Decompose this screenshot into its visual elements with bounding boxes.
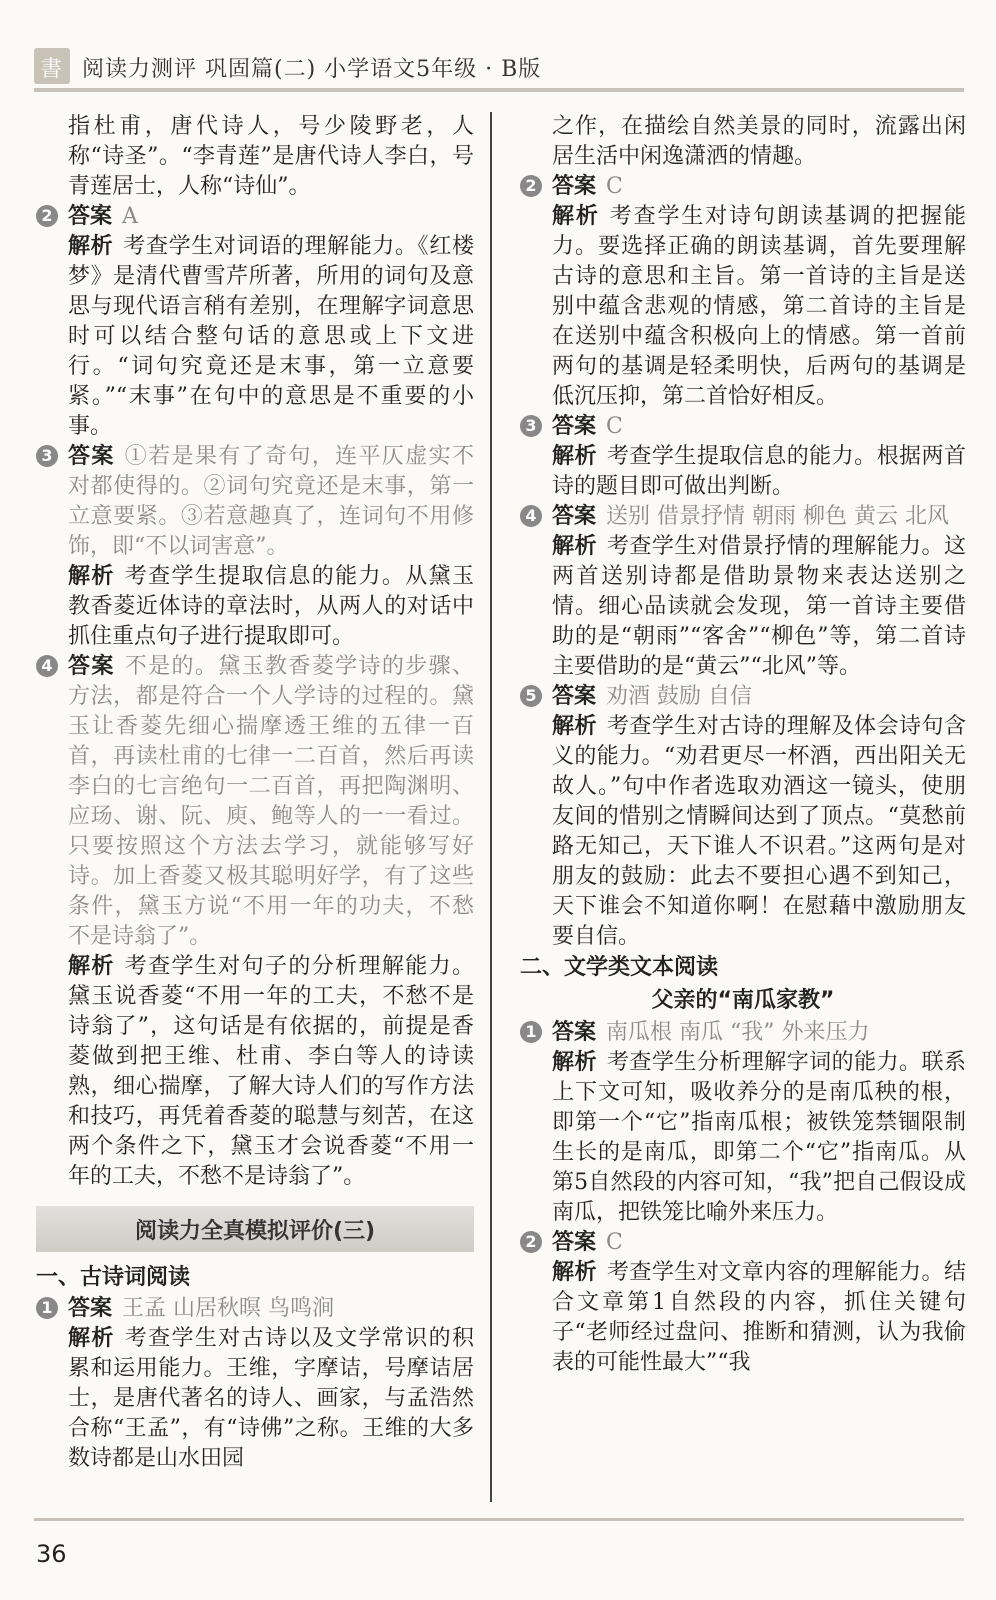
section1-question-1 bbox=[36, 1294, 474, 1474]
answer-text: A bbox=[122, 204, 138, 229]
section-heading: 二、文学类文本阅读 bbox=[520, 955, 719, 980]
analysis-label: 解析 bbox=[68, 564, 115, 589]
answer-label: 答案 bbox=[552, 684, 597, 709]
column-divider bbox=[490, 112, 492, 1502]
analysis-label: 解析 bbox=[552, 204, 600, 229]
answer-text: 南瓜根 南瓜 “我” 外来压力 bbox=[606, 1020, 870, 1045]
analysis-text: 考查学生对古诗的理解及体会诗句含义的能力。“劝君更尽一杯酒，西出阳关无故人。”句中作者选取劝酒这一镜头，使朋友间的惜别之情瞬间达到了顶点。“莫愁前路无知己，天下谁人不识君。”这两句是对朋友的鼓励：此去不要担心遇不到知己，天下谁会不知道你啊！在慰藉中激励朋友要自信。 bbox=[552, 714, 966, 949]
question-number: 4 bbox=[36, 655, 58, 677]
question-number: 2 bbox=[36, 205, 58, 227]
question-4 bbox=[36, 652, 474, 1192]
answer-label: 答案 bbox=[552, 1230, 597, 1255]
answer-label: 答案 bbox=[552, 174, 597, 199]
poem-question-3 bbox=[520, 412, 966, 502]
analysis-label: 解析 bbox=[552, 444, 597, 469]
answer-text: C bbox=[606, 414, 623, 439]
answer-text: 不是的。黛玉教香菱学诗的步骤、方法，都是符合一个人学诗的过程的。黛玉让香菱先细心揣摩透王维的五律一百首，再读杜甫的七律一二百首，然后再读李白的七言绝句一二百首，再把陶渊明、应玚、谢、阮、庾、鲍等人的一一看过。只要按照这个方法去学习，就能够写好诗。加上香菱又极其聪明好学，有了这些条件，黛玉方说“不用一年的功夫，不愁不是诗翁了”。 bbox=[68, 654, 474, 949]
poem-question-4 bbox=[520, 502, 966, 682]
page-number: 36 bbox=[36, 1540, 67, 1568]
section2-question-2 bbox=[520, 1228, 966, 1378]
analysis-text: 考查学生对借景抒情的理解能力。这两首送别诗都是借助景物来表达送别之情。细心品读就会发现，第一首诗主要借助的是“朝雨”“客舍”“柳色”等，第二首诗主要借助的是“黄云”“北风”等。 bbox=[552, 534, 966, 679]
book-logo-icon: 書 bbox=[34, 48, 70, 84]
answer-label: 答案 bbox=[68, 654, 115, 679]
analysis-text: 考查学生对古诗以及文学常识的积累和运用能力。王维，字摩诘，号摩诘居士，是唐代著名的诗人、画家，与孟浩然合称“王孟”，有“诗佛”之称。王维的大多数诗都是山水田园 bbox=[68, 1326, 474, 1471]
answer-label: 答案 bbox=[68, 1296, 113, 1321]
analysis-text: 考查学生对句子的分析理解能力。黛玉说香菱“不用一年的工夫，不愁不是诗翁了”，这句话是有依据的，前提是香菱做到把王维、杜甫、李白等人的诗读熟，细心揣摩，了解大诗人们的写作方法和技巧，再凭着香菱的聪慧与刻苦，在这两个条件之下，黛玉才会说香菱“不用一年的工夫，不愁不是诗翁了”。 bbox=[68, 954, 474, 1189]
question-number: 1 bbox=[520, 1021, 542, 1043]
analysis-text: 考查学生提取信息的能力。从黛玉教香菱近体诗的章法时，从两人的对话中抓住重点句子进行提取即可。 bbox=[68, 564, 474, 649]
analysis-label: 解析 bbox=[68, 1326, 115, 1351]
poem-question-2 bbox=[520, 172, 966, 412]
answer-label: 答案 bbox=[552, 504, 597, 529]
answer-text: C bbox=[606, 1230, 623, 1255]
article-title: 父亲的“南瓜家教” bbox=[651, 988, 835, 1013]
section-heading: 一、古诗词阅读 bbox=[36, 1265, 191, 1290]
analysis-text: 考查学生对文章内容的理解能力。结合文章第1自然段的内容，抓住关键句子“老师经过盘问、推断和猜测，认为我偷表的可能性最大”“我 bbox=[552, 1260, 966, 1375]
answer-text: C bbox=[606, 174, 623, 199]
analysis-text: 考查学生对词语的理解能力。《红楼梦》是清代曹雪芹所著，所用的词句及意思与现代语言稍有差别，在理解字词意思时可以结合整句话的意思或上下文进行。“词句究竟还是末事，第一立意要紧。”“末事”在句中的意思是不重要的小事。 bbox=[68, 234, 474, 439]
banner-title: 阅读力全真模拟评价(三) bbox=[134, 1219, 376, 1244]
answer-text: 王孟 山居秋暝 鸟鸣涧 bbox=[122, 1296, 335, 1321]
poem-question-5 bbox=[520, 682, 966, 952]
analysis-text: 考查学生分析理解字词的能力。联系上下文可知，吸收养分的是南瓜秧的根，即第一个“它”指南瓜根；被铁笼禁锢限制生长的是南瓜，即第二个“它”指南瓜。从第5自然段的内容可知，“我”把自己假设成南瓜，把铁笼比喻外来压力。 bbox=[552, 1050, 966, 1225]
header-title: 阅读力测评 巩固篇(二) 小学语文5年级 · B版 bbox=[82, 57, 542, 82]
question-number: 5 bbox=[520, 685, 542, 707]
right-column bbox=[520, 112, 966, 1378]
intro-text: 指杜甫，唐代诗人，号少陵野老，人称“诗圣”。“李青莲”是唐代诗人李白，号青莲居士，人称“诗仙”。 bbox=[68, 114, 474, 199]
analysis-text: 考查学生对诗句朗读基调的把握能力。要选择正确的朗读基调，首先要理解古诗的意思和主旨。第一首诗的主旨是送别中蕴含悲观的情感，第二首诗的主旨是在送别中蕴含积极向上的情感。第一首前两句的基调是轻柔明快，后两句的基调是低沉压抑，第二首恰好相反。 bbox=[552, 204, 966, 409]
question-number: 4 bbox=[520, 505, 542, 527]
question-number: 3 bbox=[36, 445, 58, 467]
answer-label: 答案 bbox=[552, 1020, 597, 1045]
analysis-label: 解析 bbox=[552, 1260, 597, 1285]
section-banner bbox=[36, 1206, 474, 1252]
analysis-label: 解析 bbox=[552, 714, 597, 739]
left-column bbox=[36, 112, 474, 1474]
analysis-label: 解析 bbox=[552, 534, 597, 559]
question-number: 2 bbox=[520, 1231, 542, 1253]
answer-label: 答案 bbox=[552, 414, 597, 439]
analysis-label: 解析 bbox=[68, 954, 115, 979]
footer-rule bbox=[34, 1518, 964, 1521]
question-number: 2 bbox=[520, 175, 542, 197]
answer-text: 送别 借景抒情 朝雨 柳色 黄云 北风 bbox=[606, 504, 949, 529]
answer-label: 答案 bbox=[68, 444, 115, 469]
question-number: 1 bbox=[36, 1297, 58, 1319]
answer-text: ①若是果有了奇句，连平仄虚实不对都使得的。②词句究竟还是末事，第一立意要紧。③若意趣真了，连词句不用修饰，即“不以词害意”。 bbox=[68, 444, 474, 559]
continued-text: 之作，在描绘自然美景的同时，流露出闲居生活中闲逸潇洒的情趣。 bbox=[552, 114, 966, 169]
header-rule bbox=[34, 88, 964, 92]
analysis-text: 考查学生提取信息的能力。根据两首诗的题目即可做出判断。 bbox=[552, 444, 966, 499]
section2-question-1 bbox=[520, 1018, 966, 1228]
answer-label: 答案 bbox=[68, 204, 113, 229]
question-2 bbox=[36, 202, 474, 442]
page-header bbox=[34, 48, 964, 94]
question-3 bbox=[36, 442, 474, 652]
answer-text: 劝酒 鼓励 自信 bbox=[606, 684, 753, 709]
analysis-label: 解析 bbox=[552, 1050, 597, 1075]
analysis-label: 解析 bbox=[68, 234, 114, 259]
question-number: 3 bbox=[520, 415, 542, 437]
